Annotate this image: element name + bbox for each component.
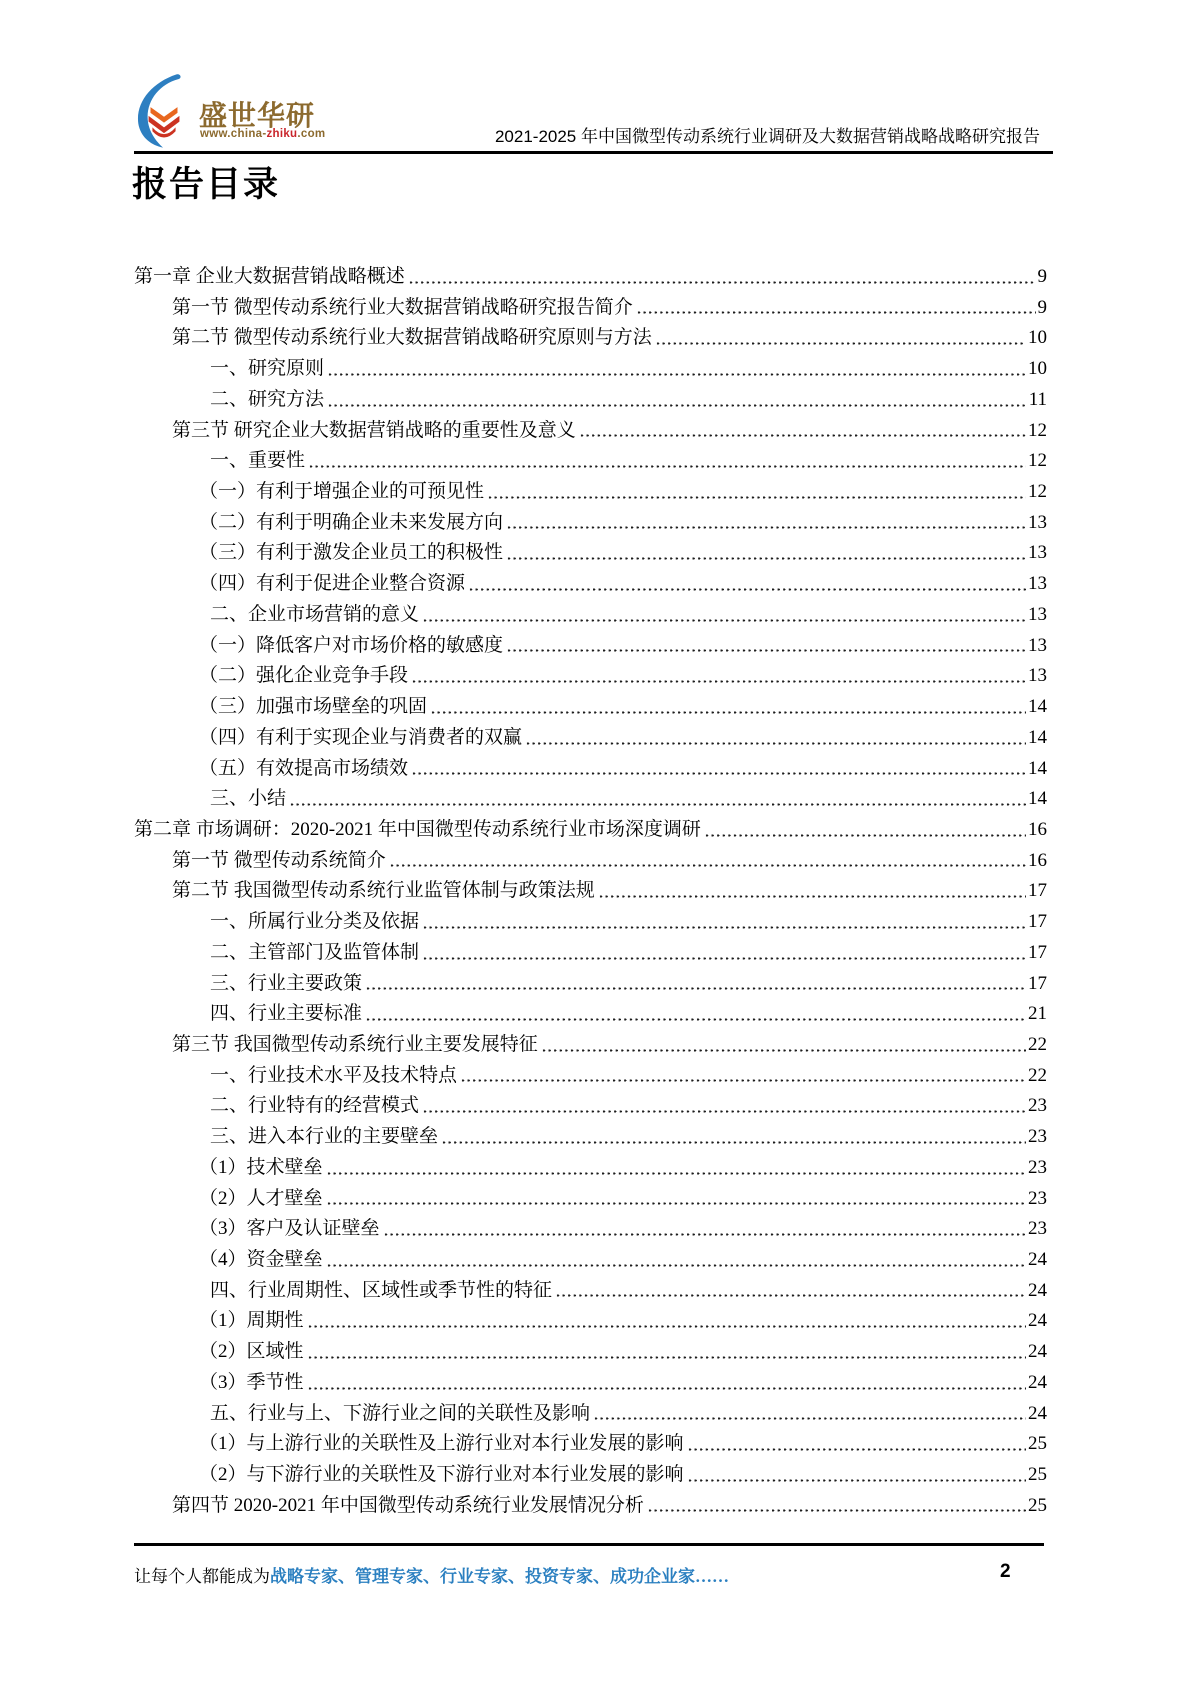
- toc-row[interactable]: [0, 1214, 1191, 1245]
- toc-page-number: 13: [1028, 634, 1047, 656]
- toc-row[interactable]: [0, 1491, 1191, 1522]
- toc-row[interactable]: [0, 477, 1191, 508]
- brand-name: 盛世华研: [199, 100, 316, 131]
- toc-page-number: 13: [1028, 542, 1047, 564]
- toc-page-number: 14: [1028, 696, 1047, 718]
- toc-dot-leader: [308, 1386, 1026, 1391]
- toc-page-number: 12: [1028, 419, 1047, 441]
- toc-row[interactable]: [0, 1153, 1191, 1184]
- toc-page-number: 24: [1028, 1249, 1047, 1270]
- toc-dot-leader: [327, 1201, 1026, 1206]
- toc-row[interactable]: [0, 784, 1191, 815]
- toc-entry-label: 第二节 我国微型传动系统行业监管体制与政策法规: [172, 880, 595, 902]
- toc-page-number: 16: [1028, 818, 1047, 840]
- toc-dot-leader: [507, 648, 1026, 653]
- toc-row[interactable]: [0, 907, 1191, 938]
- brand-url-prefix: www.china-: [200, 128, 267, 140]
- toc-entry-label: （五）有效提高市场绩效: [199, 757, 409, 779]
- toc-entry-label: 四、行业主要标准: [210, 1003, 363, 1025]
- toc-row[interactable]: [0, 969, 1191, 1000]
- toc-entry-label: （4）资金壁垒: [199, 1249, 323, 1270]
- toc-entry-label: （1）周期性: [199, 1310, 304, 1332]
- toc-entry-label: （3）客户及认证壁垒: [199, 1218, 380, 1240]
- toc-row[interactable]: [0, 1184, 1191, 1215]
- toc-entry-label: 第三节 我国微型传动系统行业主要发展特征: [172, 1033, 538, 1055]
- toc-page-number: 10: [1028, 327, 1047, 349]
- toc-row[interactable]: [0, 1306, 1191, 1337]
- toc-row[interactable]: [0, 999, 1191, 1030]
- toc-dot-leader: [507, 556, 1026, 561]
- toc-entry-label: （三）加强市场壁垒的巩固: [199, 696, 428, 718]
- toc-row[interactable]: [0, 1091, 1191, 1122]
- toc-entry-label: 四、行业周期性、区域性或季节性的特征: [210, 1279, 553, 1301]
- toc-dot-leader: [309, 464, 1026, 469]
- toc-row[interactable]: [0, 354, 1191, 385]
- toc-dot-leader: [688, 1478, 1026, 1483]
- toc-entry-label: 一、行业技术水平及技术特点: [210, 1064, 458, 1086]
- toc-row[interactable]: [0, 1245, 1191, 1276]
- toc-page-number: 14: [1028, 726, 1047, 748]
- toc-dot-leader: [423, 618, 1026, 623]
- toc-page-number: 25: [1028, 1433, 1047, 1455]
- toc-row[interactable]: [0, 538, 1191, 569]
- toc-list: [0, 262, 1191, 1521]
- toc-dot-leader: [442, 1140, 1026, 1145]
- toc-row[interactable]: [0, 1122, 1191, 1153]
- toc-entry-label: （2）与下游行业的关联性及下游行业对本行业发展的影响: [199, 1464, 684, 1486]
- toc-dot-leader: [328, 403, 1027, 408]
- toc-row[interactable]: [0, 631, 1191, 662]
- toc-dot-leader: [412, 771, 1026, 776]
- toc-page-number: 23: [1028, 1126, 1047, 1148]
- toc-page-number: 25: [1028, 1494, 1047, 1516]
- toc-dot-leader: [290, 802, 1026, 807]
- toc-row[interactable]: [0, 446, 1191, 477]
- toc-entry-label: 二、行业特有的经营模式: [210, 1095, 420, 1117]
- toc-page-number: 24: [1028, 1371, 1047, 1393]
- toc-dot-leader: [688, 1447, 1026, 1452]
- toc-row[interactable]: [0, 692, 1191, 723]
- toc-dot-leader: [409, 280, 1036, 285]
- toc-entry-label: 一、所属行业分类及依据: [210, 911, 420, 933]
- toc-page-number: 13: [1028, 665, 1047, 687]
- toc-row[interactable]: [0, 416, 1191, 447]
- toc-page-number: 13: [1028, 603, 1047, 625]
- toc-row[interactable]: [0, 846, 1191, 877]
- toc-dot-leader: [488, 495, 1026, 500]
- toc-page-number: 24: [1028, 1341, 1047, 1363]
- toc-page-number: 23: [1028, 1156, 1047, 1178]
- toc-page-number: 24: [1028, 1310, 1047, 1332]
- toc-dot-leader: [507, 525, 1026, 530]
- page-number: 2: [1000, 1561, 1011, 1582]
- header-divider: [134, 151, 1053, 154]
- toc-dot-leader: [648, 1508, 1026, 1513]
- toc-entry-label: （3）季节性: [199, 1371, 304, 1393]
- toc-page-number: 9: [1037, 296, 1047, 318]
- toc-dot-leader: [390, 863, 1026, 868]
- toc-row[interactable]: [0, 1276, 1191, 1307]
- toc-dot-leader: [308, 1355, 1026, 1360]
- toc-entry-label: 第一章 企业大数据营销战略概述: [134, 266, 405, 287]
- toc-dot-leader: [526, 741, 1026, 746]
- toc-row[interactable]: [0, 569, 1191, 600]
- toc-row[interactable]: [0, 754, 1191, 785]
- toc-page-number: 14: [1028, 757, 1047, 779]
- toc-dot-leader: [705, 833, 1026, 838]
- toc-entry-label: （1）与上游行业的关联性及上游行业对本行业发展的影响: [199, 1433, 684, 1455]
- toc-page-number: 12: [1028, 481, 1047, 503]
- toc-entry-label: 五、行业与上、下游行业之间的关联性及影响: [210, 1402, 591, 1424]
- toc-row[interactable]: [0, 661, 1191, 692]
- toc-dot-leader: [599, 894, 1026, 899]
- toc-page-number: 22: [1028, 1064, 1047, 1086]
- toc-entry-label: 三、行业主要政策: [210, 972, 363, 994]
- toc-row[interactable]: [0, 1030, 1191, 1061]
- toc-page-number: 17: [1028, 911, 1047, 933]
- toc-page-number: 14: [1028, 788, 1047, 810]
- toc-entry-label: （2）区域性: [199, 1341, 304, 1363]
- toc-row[interactable]: [0, 1368, 1191, 1399]
- toc-entry-label: 第一节 微型传动系统行业大数据营销战略研究报告简介: [172, 296, 633, 318]
- toc-page-number: 13: [1028, 573, 1047, 595]
- toc-row[interactable]: [0, 938, 1191, 969]
- toc-entry-label: 第二章 市场调研：2020-2021 年中国微型传动系统行业市场深度调研: [134, 818, 701, 840]
- toc-entry-label: （二）有利于明确企业未来发展方向: [199, 511, 504, 533]
- toc-row[interactable]: [0, 723, 1191, 754]
- toc-row[interactable]: [0, 508, 1191, 539]
- toc-dot-leader: [308, 1324, 1026, 1329]
- toc-page-number: 21: [1028, 1003, 1047, 1025]
- toc-dot-leader: [469, 587, 1026, 592]
- toc-dot-leader: [412, 679, 1026, 684]
- toc-row[interactable]: [0, 262, 1191, 293]
- toc-dot-leader: [637, 310, 1036, 315]
- toc-row[interactable]: [0, 1399, 1191, 1430]
- toc-dot-leader: [580, 433, 1026, 438]
- toc-page-number: 25: [1028, 1464, 1047, 1486]
- brand-url-mid: zhiku: [266, 128, 298, 140]
- toc-page-number: 11: [1028, 388, 1047, 410]
- toc-entry-label: 二、研究方法: [210, 388, 325, 410]
- toc-row[interactable]: [0, 323, 1191, 354]
- toc-dot-leader: [423, 925, 1026, 930]
- toc-dot-leader: [423, 1109, 1026, 1114]
- toc-page-number: 24: [1028, 1402, 1047, 1424]
- toc-page-number: 23: [1028, 1095, 1047, 1117]
- toc-page-number: 24: [1028, 1279, 1047, 1301]
- toc-page-number: 23: [1028, 1187, 1047, 1209]
- toc-entry-label: （二）强化企业竞争手段: [199, 665, 409, 687]
- toc-dot-leader: [556, 1293, 1026, 1298]
- toc-entry-label: 第三节 研究企业大数据营销战略的重要性及意义: [172, 419, 576, 441]
- toc-dot-leader: [542, 1048, 1026, 1053]
- toc-page-number: 13: [1028, 511, 1047, 533]
- toc-page-number: 12: [1028, 450, 1047, 472]
- toc-entry-label: （一）有利于增强企业的可预见性: [199, 481, 485, 503]
- toc-dot-leader: [328, 372, 1026, 377]
- footer-slogan-prefix: 让每个人都能成为: [134, 1567, 270, 1586]
- report-title: 2021-2025 年中国微型传动系统行业调研及大数据营销战略战略研究报告: [494, 127, 1040, 146]
- toc-page-number: 22: [1028, 1033, 1047, 1055]
- toc-page-number: 23: [1028, 1218, 1047, 1240]
- toc-page-number: 17: [1028, 941, 1047, 963]
- toc-page-number: 17: [1028, 880, 1047, 902]
- toc-entry-label: 三、进入本行业的主要壁垒: [210, 1126, 439, 1148]
- toc-row[interactable]: [0, 1337, 1191, 1368]
- brand-url-suffix: .com: [297, 128, 326, 140]
- toc-entry-label: 第四节 2020-2021 年中国微型传动系统行业发展情况分析: [172, 1494, 644, 1516]
- toc-row[interactable]: [0, 293, 1191, 324]
- toc-dot-leader: [594, 1416, 1026, 1421]
- toc-entry-label: 一、重要性: [210, 450, 306, 472]
- toc-dot-leader: [366, 986, 1026, 991]
- toc-entry-label: （2）人才壁垒: [199, 1187, 323, 1209]
- toc-row[interactable]: [0, 1061, 1191, 1092]
- toc-entry-label: 二、主管部门及监管体制: [210, 941, 420, 963]
- toc-row[interactable]: [0, 600, 1191, 631]
- toc-entry-label: （一）降低客户对市场价格的敏感度: [199, 634, 504, 656]
- toc-page-number: 17: [1028, 972, 1047, 994]
- toc-dot-leader: [366, 1017, 1026, 1022]
- toc-row[interactable]: [0, 876, 1191, 907]
- toc-row[interactable]: [0, 385, 1191, 416]
- brand-url: [200, 128, 325, 140]
- toc-dot-leader: [656, 341, 1026, 346]
- toc-dot-leader: [384, 1232, 1026, 1237]
- toc-entry-label: （三）有利于激发企业员工的积极性: [199, 542, 504, 564]
- company-logo-icon: [137, 72, 191, 150]
- toc-entry-label: 二、企业市场营销的意义: [210, 603, 420, 625]
- toc-entry-label: 三、小结: [210, 788, 287, 810]
- toc-dot-leader: [327, 1171, 1026, 1176]
- toc-row[interactable]: [0, 815, 1191, 846]
- toc-entry-label: 第一节 微型传动系统简介: [172, 849, 386, 871]
- toc-entry-label: （四）有利于实现企业与消费者的双赢: [199, 726, 523, 748]
- page-title: 报告目录: [132, 165, 281, 204]
- toc-page-number: 10: [1028, 358, 1047, 380]
- toc-page-number: 9: [1037, 266, 1047, 287]
- footer-slogan: [134, 1562, 729, 1587]
- toc-dot-leader: [423, 956, 1026, 961]
- toc-entry-label: （四）有利于促进企业整合资源: [199, 573, 466, 595]
- toc-row[interactable]: [0, 1460, 1191, 1491]
- toc-dot-leader: [327, 1263, 1026, 1268]
- toc-dot-leader: [431, 710, 1026, 715]
- toc-entry-label: 第二节 微型传动系统行业大数据营销战略研究原则与方法: [172, 327, 652, 349]
- toc-row[interactable]: [0, 1429, 1191, 1460]
- toc-dot-leader: [461, 1078, 1026, 1083]
- toc-entry-label: 一、研究原则: [210, 358, 325, 380]
- footer-slogan-highlight: 战略专家、管理专家、行业专家、投资专家、成功企业家……: [270, 1567, 729, 1586]
- footer-divider: [134, 1543, 1044, 1546]
- toc-entry-label: （1）技术壁垒: [199, 1156, 323, 1178]
- toc-page-number: 16: [1028, 849, 1047, 871]
